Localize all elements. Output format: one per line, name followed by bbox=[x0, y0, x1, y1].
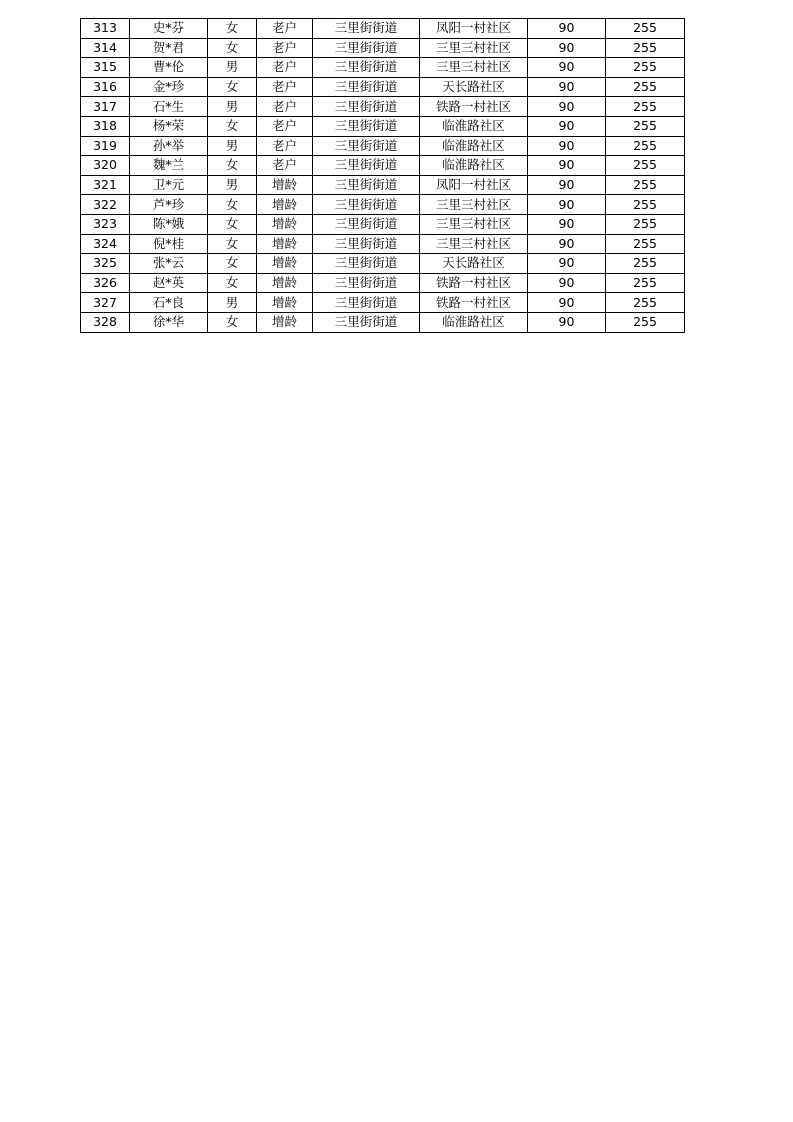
cell-gender: 女 bbox=[208, 77, 257, 97]
cell-gender: 女 bbox=[208, 195, 257, 215]
table-row bbox=[81, 195, 685, 215]
table-row bbox=[81, 214, 685, 234]
cell-street: 三里街街道 bbox=[313, 77, 420, 97]
cell-type: 老户 bbox=[257, 58, 313, 78]
table-row bbox=[81, 175, 685, 195]
cell-gender: 女 bbox=[208, 273, 257, 293]
cell-street: 三里街街道 bbox=[313, 97, 420, 117]
cell-seq: 320 bbox=[81, 156, 130, 176]
cell-gender: 女 bbox=[208, 254, 257, 274]
cell-amount: 255 bbox=[606, 77, 685, 97]
cell-name: 徐*华 bbox=[130, 312, 208, 332]
table-row bbox=[81, 77, 685, 97]
cell-gender: 男 bbox=[208, 175, 257, 195]
cell-street: 三里街街道 bbox=[313, 195, 420, 215]
cell-age: 90 bbox=[528, 273, 606, 293]
cell-street: 三里街街道 bbox=[313, 38, 420, 58]
cell-seq: 318 bbox=[81, 116, 130, 136]
cell-seq: 328 bbox=[81, 312, 130, 332]
cell-seq: 327 bbox=[81, 293, 130, 313]
cell-name: 孙*举 bbox=[130, 136, 208, 156]
cell-type: 老户 bbox=[257, 156, 313, 176]
cell-street: 三里街街道 bbox=[313, 136, 420, 156]
cell-street: 三里街街道 bbox=[313, 58, 420, 78]
cell-street: 三里街街道 bbox=[313, 116, 420, 136]
cell-type: 老户 bbox=[257, 136, 313, 156]
cell-name: 卫*元 bbox=[130, 175, 208, 195]
cell-age: 90 bbox=[528, 136, 606, 156]
cell-name: 史*芬 bbox=[130, 19, 208, 39]
cell-community: 天长路社区 bbox=[420, 254, 528, 274]
cell-seq: 315 bbox=[81, 58, 130, 78]
cell-seq: 323 bbox=[81, 214, 130, 234]
cell-seq: 325 bbox=[81, 254, 130, 274]
cell-type: 增龄 bbox=[257, 254, 313, 274]
cell-amount: 255 bbox=[606, 175, 685, 195]
cell-gender: 女 bbox=[208, 116, 257, 136]
cell-gender: 女 bbox=[208, 19, 257, 39]
cell-seq: 322 bbox=[81, 195, 130, 215]
table-row bbox=[81, 273, 685, 293]
table-row bbox=[81, 116, 685, 136]
cell-type: 增龄 bbox=[257, 293, 313, 313]
cell-age: 90 bbox=[528, 19, 606, 39]
table-row bbox=[81, 97, 685, 117]
table-row bbox=[81, 254, 685, 274]
cell-gender: 女 bbox=[208, 156, 257, 176]
cell-age: 90 bbox=[528, 312, 606, 332]
cell-community: 铁路一村社区 bbox=[420, 293, 528, 313]
cell-type: 老户 bbox=[257, 77, 313, 97]
cell-type: 增龄 bbox=[257, 312, 313, 332]
cell-name: 赵*英 bbox=[130, 273, 208, 293]
cell-age: 90 bbox=[528, 293, 606, 313]
cell-name: 石*生 bbox=[130, 97, 208, 117]
cell-age: 90 bbox=[528, 97, 606, 117]
cell-street: 三里街街道 bbox=[313, 254, 420, 274]
cell-age: 90 bbox=[528, 77, 606, 97]
roster-table bbox=[80, 18, 685, 333]
cell-age: 90 bbox=[528, 38, 606, 58]
cell-amount: 255 bbox=[606, 293, 685, 313]
table-row bbox=[81, 234, 685, 254]
cell-community: 三里三村社区 bbox=[420, 195, 528, 215]
cell-name: 张*云 bbox=[130, 254, 208, 274]
cell-street: 三里街街道 bbox=[313, 19, 420, 39]
cell-amount: 255 bbox=[606, 273, 685, 293]
cell-type: 老户 bbox=[257, 97, 313, 117]
cell-type: 增龄 bbox=[257, 175, 313, 195]
cell-street: 三里街街道 bbox=[313, 234, 420, 254]
cell-age: 90 bbox=[528, 234, 606, 254]
cell-community: 凤阳一村社区 bbox=[420, 19, 528, 39]
cell-amount: 255 bbox=[606, 195, 685, 215]
cell-gender: 男 bbox=[208, 136, 257, 156]
cell-community: 铁路一村社区 bbox=[420, 273, 528, 293]
cell-name: 魏*兰 bbox=[130, 156, 208, 176]
cell-seq: 321 bbox=[81, 175, 130, 195]
cell-age: 90 bbox=[528, 254, 606, 274]
table-row bbox=[81, 293, 685, 313]
cell-name: 芦*珍 bbox=[130, 195, 208, 215]
cell-age: 90 bbox=[528, 175, 606, 195]
cell-community: 三里三村社区 bbox=[420, 58, 528, 78]
cell-age: 90 bbox=[528, 58, 606, 78]
cell-street: 三里街街道 bbox=[313, 156, 420, 176]
table-row bbox=[81, 312, 685, 332]
cell-type: 老户 bbox=[257, 116, 313, 136]
cell-name: 贺*君 bbox=[130, 38, 208, 58]
cell-age: 90 bbox=[528, 116, 606, 136]
table-row bbox=[81, 136, 685, 156]
cell-amount: 255 bbox=[606, 156, 685, 176]
cell-community: 铁路一村社区 bbox=[420, 97, 528, 117]
cell-type: 增龄 bbox=[257, 273, 313, 293]
cell-type: 增龄 bbox=[257, 214, 313, 234]
cell-seq: 314 bbox=[81, 38, 130, 58]
cell-amount: 255 bbox=[606, 312, 685, 332]
cell-community: 临淮路社区 bbox=[420, 116, 528, 136]
cell-gender: 男 bbox=[208, 293, 257, 313]
cell-community: 临淮路社区 bbox=[420, 312, 528, 332]
cell-seq: 324 bbox=[81, 234, 130, 254]
cell-community: 天长路社区 bbox=[420, 77, 528, 97]
cell-seq: 326 bbox=[81, 273, 130, 293]
cell-amount: 255 bbox=[606, 38, 685, 58]
cell-gender: 男 bbox=[208, 58, 257, 78]
cell-age: 90 bbox=[528, 214, 606, 234]
cell-community: 凤阳一村社区 bbox=[420, 175, 528, 195]
cell-gender: 男 bbox=[208, 97, 257, 117]
cell-gender: 女 bbox=[208, 214, 257, 234]
cell-community: 三里三村社区 bbox=[420, 38, 528, 58]
cell-gender: 女 bbox=[208, 312, 257, 332]
cell-amount: 255 bbox=[606, 97, 685, 117]
cell-seq: 319 bbox=[81, 136, 130, 156]
cell-street: 三里街街道 bbox=[313, 214, 420, 234]
cell-amount: 255 bbox=[606, 19, 685, 39]
cell-age: 90 bbox=[528, 195, 606, 215]
table-row bbox=[81, 19, 685, 39]
cell-seq: 317 bbox=[81, 97, 130, 117]
roster-table-body bbox=[81, 19, 685, 333]
cell-name: 金*珍 bbox=[130, 77, 208, 97]
cell-community: 临淮路社区 bbox=[420, 156, 528, 176]
cell-amount: 255 bbox=[606, 234, 685, 254]
cell-name: 杨*荣 bbox=[130, 116, 208, 136]
cell-amount: 255 bbox=[606, 254, 685, 274]
cell-gender: 女 bbox=[208, 38, 257, 58]
cell-street: 三里街街道 bbox=[313, 175, 420, 195]
cell-street: 三里街街道 bbox=[313, 293, 420, 313]
cell-type: 老户 bbox=[257, 19, 313, 39]
cell-amount: 255 bbox=[606, 214, 685, 234]
cell-community: 三里三村社区 bbox=[420, 214, 528, 234]
cell-community: 三里三村社区 bbox=[420, 234, 528, 254]
table-row bbox=[81, 38, 685, 58]
cell-name: 倪*桂 bbox=[130, 234, 208, 254]
cell-type: 老户 bbox=[257, 38, 313, 58]
cell-name: 陈*娥 bbox=[130, 214, 208, 234]
cell-amount: 255 bbox=[606, 136, 685, 156]
cell-amount: 255 bbox=[606, 116, 685, 136]
cell-gender: 女 bbox=[208, 234, 257, 254]
cell-name: 曹*伦 bbox=[130, 58, 208, 78]
cell-street: 三里街街道 bbox=[313, 312, 420, 332]
cell-name: 石*良 bbox=[130, 293, 208, 313]
cell-type: 增龄 bbox=[257, 195, 313, 215]
cell-seq: 316 bbox=[81, 77, 130, 97]
cell-street: 三里街街道 bbox=[313, 273, 420, 293]
cell-community: 临淮路社区 bbox=[420, 136, 528, 156]
table-row bbox=[81, 156, 685, 176]
cell-age: 90 bbox=[528, 156, 606, 176]
cell-type: 增龄 bbox=[257, 234, 313, 254]
cell-seq: 313 bbox=[81, 19, 130, 39]
cell-amount: 255 bbox=[606, 58, 685, 78]
table-row bbox=[81, 58, 685, 78]
